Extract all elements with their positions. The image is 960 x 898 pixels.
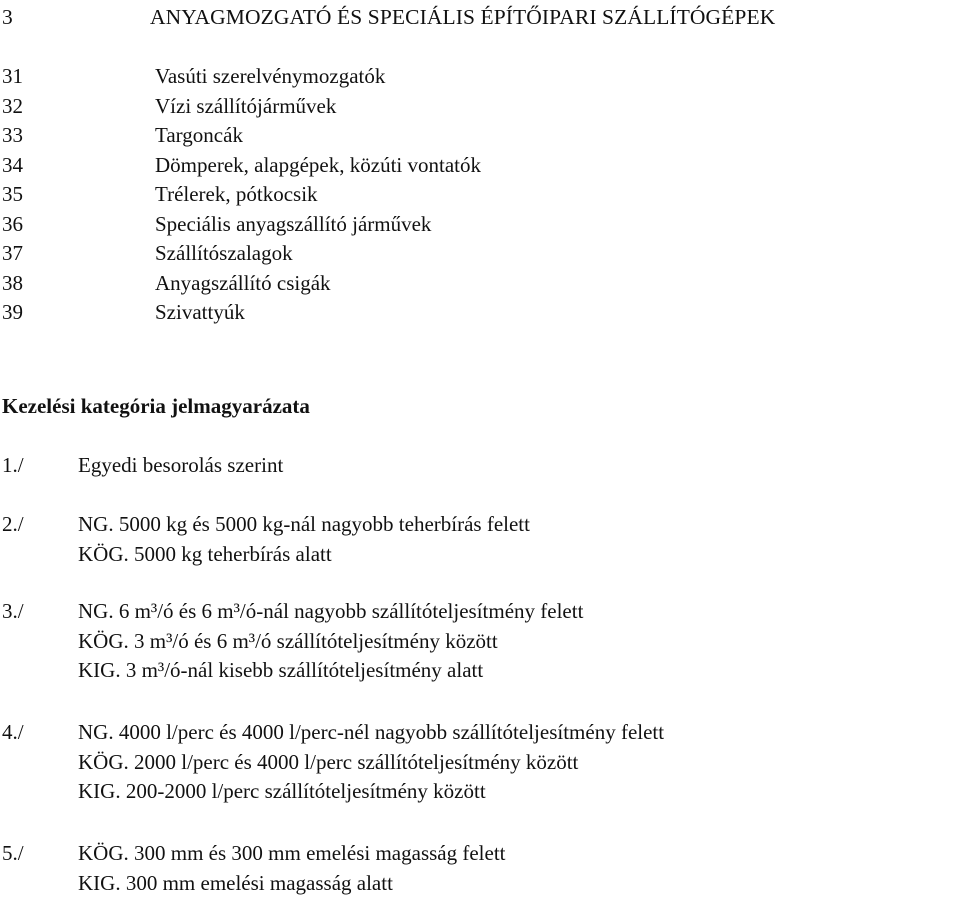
category-code: 33 <box>2 123 23 147</box>
legend-line: NG. 6 m³/ó és 6 m³/ó-nál nagyobb szállítóteljesítmény felett <box>78 599 584 623</box>
list-item <box>2 151 942 181</box>
category-name: Szállítószalagok <box>155 241 293 265</box>
list-item <box>2 62 942 92</box>
category-code: 39 <box>2 300 23 324</box>
legend-lines <box>78 718 664 807</box>
list-item <box>2 121 942 151</box>
category-code: 36 <box>2 211 23 236</box>
list-item <box>2 269 942 299</box>
category-code: 38 <box>2 270 23 295</box>
legend-number: 4./ <box>2 720 24 744</box>
list-item <box>2 210 942 240</box>
legend-line: KÖG. 300 mm és 300 mm emelési magasság felett <box>78 841 506 865</box>
category-list <box>2 62 942 328</box>
category-name: Dömperek, alapgépek, közúti vontatók <box>155 152 481 177</box>
category-name: Vízi szállítójárművek <box>155 93 337 118</box>
category-name: Anyagszállító csigák <box>155 270 331 295</box>
legend-line: KIG. 3 m³/ó-nál kisebb szállítóteljesítmény alatt <box>78 658 484 682</box>
legend-line: KIG. 200-2000 l/perc szállítóteljesítmény között <box>78 779 486 803</box>
legend-lines <box>78 451 283 481</box>
legend-line: KÖG. 3 m³/ó és 6 m³/ó szállítóteljesítmény között <box>78 628 498 653</box>
list-item <box>2 239 942 269</box>
category-name: Szivattyúk <box>155 300 245 324</box>
list-item <box>2 92 942 122</box>
category-code: 31 <box>2 64 23 88</box>
legend-line: KIG. 300 mm emelési magasság alatt <box>78 870 393 895</box>
legend-number: 2./ <box>2 512 24 536</box>
list-item <box>2 298 942 328</box>
category-code: 37 <box>2 241 23 265</box>
category-name: Trélerek, pótkocsik <box>155 182 318 206</box>
legend-number: 5./ <box>2 841 24 865</box>
section-number: 3 <box>2 5 13 29</box>
legend-line: NG. 5000 kg és 5000 kg-nál nagyobb teherbírás felett <box>78 512 530 536</box>
category-code: 32 <box>2 93 23 118</box>
legend-title: Kezelési kategória jelmagyarázata <box>2 394 310 418</box>
legend-number: 1./ <box>2 453 24 477</box>
category-name: Vasúti szerelvénymozgatók <box>155 64 386 88</box>
category-name: Speciális anyagszállító járművek <box>155 211 432 236</box>
category-code: 35 <box>2 182 23 206</box>
list-item <box>2 180 942 210</box>
legend-line: NG. 4000 l/perc és 4000 l/perc-nél nagyobb szállítóteljesítmény felett <box>78 720 665 744</box>
legend-lines <box>78 597 583 686</box>
legend-number: 3./ <box>2 599 24 623</box>
legend-lines <box>78 839 506 898</box>
legend-line: KÖG. 5000 kg teherbírás alatt <box>78 541 332 566</box>
section-title: ANYAGMOZGATÓ ÉS SPECIÁLIS ÉPÍTŐIPARI SZÁLLÍTÓGÉPEK <box>150 5 776 29</box>
legend-lines <box>78 510 530 569</box>
legend-line: KÖG. 2000 l/perc és 4000 l/perc szállítóteljesítmény között <box>78 749 579 774</box>
category-code: 34 <box>2 152 23 177</box>
legend-line: Egyedi besorolás szerint <box>78 453 284 477</box>
category-name: Targoncák <box>155 123 243 147</box>
